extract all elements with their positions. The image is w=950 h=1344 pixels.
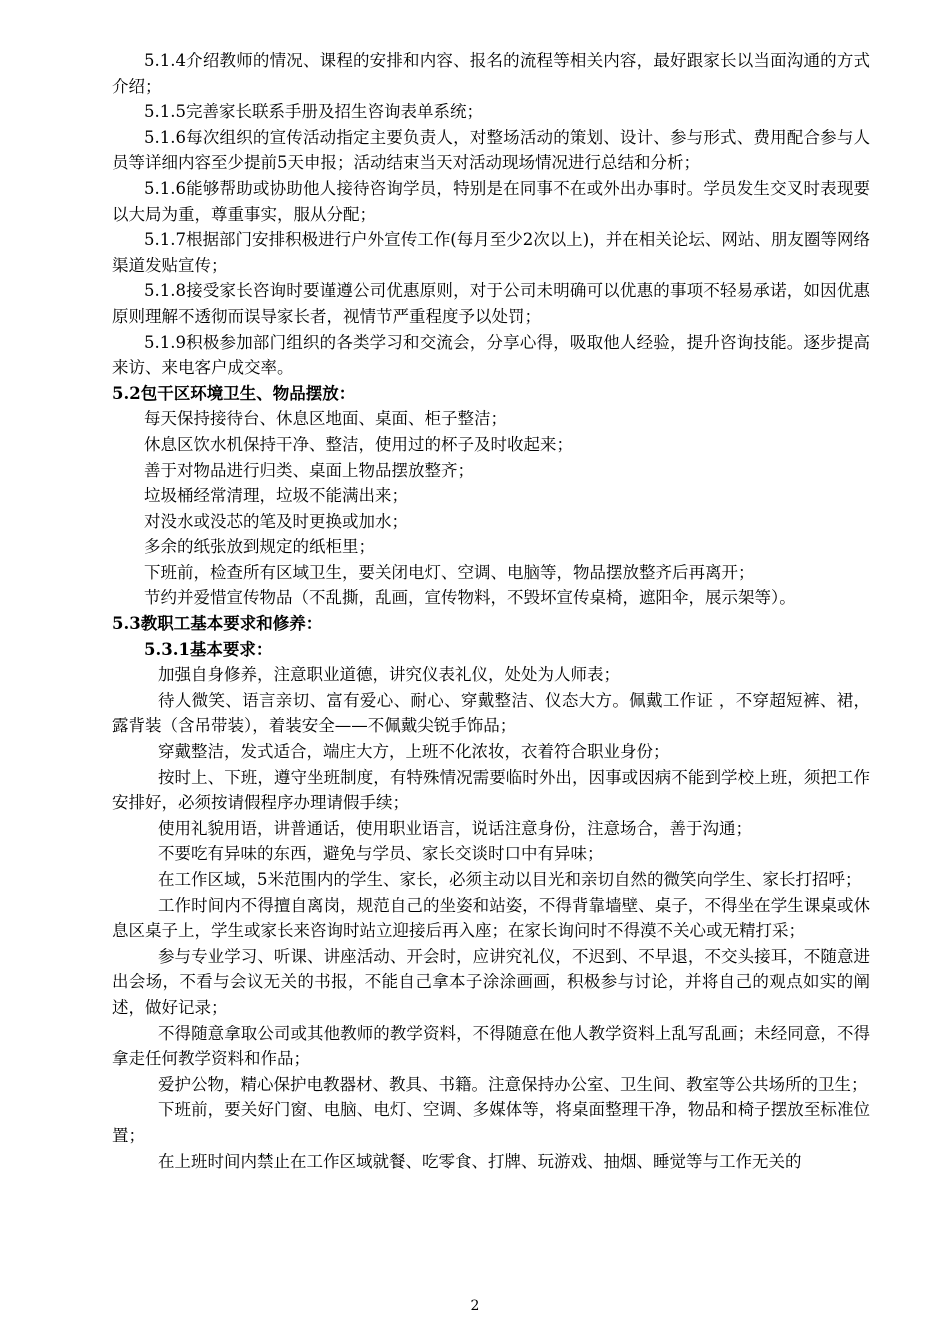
list-item: 按时上、下班，遵守坐班制度，有特殊情况需要临时外出，因事或因病不能到学校上班，须把工作安排好，必须按请假程序办理请假手续； bbox=[112, 767, 870, 813]
list-item: 使用礼貌用语，讲普通话，使用职业语言，说话注意身份，注意场合，善于沟通； bbox=[158, 818, 752, 838]
paragraph-5-1-6b: 5.1.6能够帮助或协助他人接待咨询学员，特别是在同事不在或外出办事时。学员发生交叉时表现要以大局为重，尊重事实，服从分配； bbox=[112, 178, 870, 224]
subsection-heading-5-3-1: 5.3.1基本要求： bbox=[144, 639, 273, 659]
list-item: 工作时间内不得擅自离岗，规范自己的坐姿和站姿，不得背靠墙壁、桌子，不得坐在学生课桌或休息区桌子上，学生或家长来咨询时站立迎接后再入座；在家长询问时不得漠不关心或无精打采； bbox=[112, 895, 870, 941]
paragraph-5-1-5: 5.1.5完善家长联系手册及招生咨询表单系统； bbox=[144, 102, 483, 122]
list-item: 每天保持接待台、休息区地面、桌面、柜子整洁； bbox=[144, 409, 507, 429]
list-item: 下班前，要关好门窗、电脑、电灯、空调、多媒体等，将桌面整理干净，物品和椅子摆放至标准位置； bbox=[112, 1100, 870, 1145]
paragraph-5-1-8: 5.1.8接受家长咨询时要谨遵公司优惠原则，对于公司未明确可以优惠的事项不轻易承诺，如因优惠原则理解不透彻而误导家长者，视情节严重程度予以处罚； bbox=[112, 281, 870, 326]
list-item: 加强自身修养，注意职业道德，讲究仪表礼仪，处处为人师表； bbox=[158, 665, 620, 685]
paragraph-5-1-7: 5.1.7根据部门安排积极进行户外宣传工作(每月至少2次以上)，并在相关论坛、网站、朋友圈等网络渠道发贴宣传； bbox=[112, 230, 870, 275]
list-item: 不要吃有异味的东西，避免与学员、家长交谈时口中有异味； bbox=[158, 844, 604, 864]
paragraph-5-1-9: 5.1.9积极参加部门组织的各类学习和交流会，分享心得，吸取他人经验，提升咨询技能。逐步提高来访、来电客户成交率。 bbox=[112, 332, 870, 378]
list-item: 垃圾桶经常清理，垃圾不能满出来； bbox=[144, 486, 408, 506]
document-body bbox=[112, 48, 870, 1174]
list-item: 不得随意拿取公司或其他教师的教学资料，不得随意在他人教学资料上乱写乱画；未经同意，不得拿走任何教学资料和作品； bbox=[112, 1023, 870, 1069]
paragraph-5-1-4: 5.1.4介绍教师的情况、课程的安排和内容、报名的流程等相关内容，最好跟家长以当面沟通的方式介绍； bbox=[112, 51, 870, 96]
list-item: 爱护公物，精心保护电教器材、教具、书籍。注意保持办公室、卫生间、教室等公共场所的卫生； bbox=[158, 1074, 868, 1094]
list-item: 参与专业学习、听课、讲座活动、开会时，应讲究礼仪，不迟到、不早退，不交头接耳，不随意进出会场，不看与会议无关的书报，不能自己拿本子涂涂画画，积极参与讨论，并将自己的观点如实的阐述，做好记录； bbox=[112, 946, 870, 1017]
list-item: 在上班时间内禁止在工作区域就餐、吃零食、打牌、玩游戏、抽烟、睡觉等与工作无关的 bbox=[158, 1151, 802, 1171]
page-number: 2 bbox=[470, 1298, 480, 1314]
paragraph-5-1-6a: 5.1.6每次组织的宣传活动指定主要负责人，对整场活动的策划、设计、参与形式、费用配合参与人员等详细内容至少提前5天申报；活动结束当天对活动现场情况进行总结和分析； bbox=[112, 127, 870, 173]
list-item: 待人微笑、语言亲切、富有爱心、耐心、穿戴整洁、仪态大方。佩戴工作证 ，不穿超短裤、裙，露背装（含吊带装），着装安全——不佩戴尖锐手饰品； bbox=[112, 690, 870, 736]
list-item: 穿戴整洁，发式适合，端庄大方，上班不化浓妆，衣着符合职业身份； bbox=[158, 742, 670, 762]
section-heading-5-2: 5.2包干区环境卫生、物品摆放： bbox=[112, 383, 356, 403]
section-heading-5-3: 5.3教职工基本要求和修养： bbox=[112, 614, 323, 634]
list-item: 节约并爱惜宣传物品（不乱撕，乱画，宣传物料，不毁坏宣传桌椅，遮阳伞，展示架等）。 bbox=[144, 588, 796, 608]
list-item: 对没水或没芯的笔及时更换或加水； bbox=[144, 511, 408, 531]
list-item: 休息区饮水机保持干净、整洁，使用过的杯子及时收起来； bbox=[144, 434, 573, 454]
list-item: 在工作区域，5米范围内的学生、家长，必须主动以目光和亲切自然的微笑向学生、家长打招呼； bbox=[158, 870, 862, 889]
list-item: 下班前，检查所有区域卫生，要关闭电灯、空调、电脑等，物品摆放整齐后再离开； bbox=[144, 562, 755, 582]
list-item: 多余的纸张放到规定的纸柜里； bbox=[144, 537, 375, 557]
list-item: 善于对物品进行归类、桌面上物品摆放整齐； bbox=[144, 460, 474, 480]
